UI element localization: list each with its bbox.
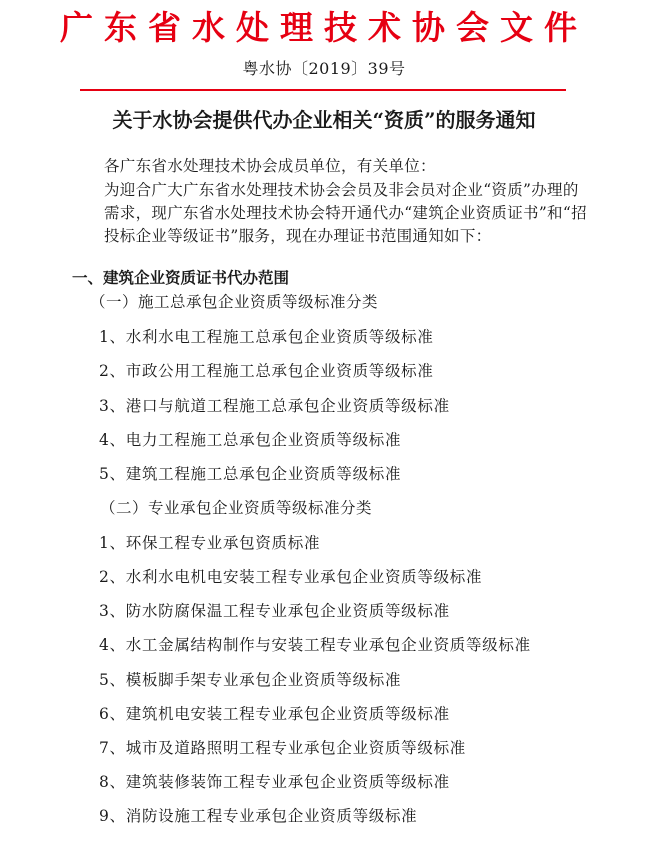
section-heading: 一、建筑企业资质证书代办范围 [72, 268, 290, 287]
list-item: 3、防水防腐保温工程专业承包企业资质等级标准 [99, 602, 450, 620]
red-divider-line [80, 89, 566, 91]
list-item: 7、城市及道路照明工程专业承包企业资质等级标准 [99, 739, 466, 757]
list-item: 1、环保工程专业承包资质标准 [99, 534, 321, 552]
list-item: 6、建筑机电安装工程专业承包企业资质等级标准 [99, 705, 450, 723]
list-item: 4、水工金属结构制作与安装工程专业承包企业资质等级标准 [99, 636, 531, 654]
list-item: 9、消防设施工程专业承包企业资质等级标准 [99, 807, 418, 825]
list-item: 3、港口与航道工程施工总承包企业资质等级标准 [99, 397, 450, 415]
notice-title: 关于水协会提供代办企业相关“资质”的服务通知 [112, 108, 536, 132]
body-line: 投标企业等级证书”服务，现在办理证书范围通知如下： [104, 227, 492, 245]
list-item: 4、电力工程施工总承包企业资质等级标准 [99, 431, 402, 449]
list-item: 2、市政公用工程施工总承包企业资质等级标准 [99, 362, 434, 380]
body-line: 为迎合广大广东省水处理技术协会会员及非会员对企业“资质”办理的 [104, 181, 579, 199]
document-number: 粤水协〔2019〕39号 [242, 59, 406, 78]
subsection-heading: （二）专业承包企业资质等级标准分类 [100, 499, 373, 517]
list-item: 5、模板脚手架专业承包企业资质等级标准 [99, 671, 402, 689]
list-item: 2、水利水电机电安装工程专业承包企业资质等级标准 [99, 568, 483, 586]
list-item: 8、建筑装修装饰工程专业承包企业资质等级标准 [99, 773, 450, 791]
list-item: 1、水利水电工程施工总承包企业资质等级标准 [99, 328, 434, 346]
list-item: 5、建筑工程施工总承包企业资质等级标准 [99, 465, 402, 483]
body-line: 需求，现广东省水处理技术协会特开通代办“建筑企业资质证书”和“招 [104, 204, 587, 222]
subsection-heading: （一）施工总承包企业资质等级标准分类 [90, 293, 379, 311]
document-header-title: 广东省水处理技术协会文件 [60, 8, 588, 47]
salutation: 各广东省水处理技术协会成员单位，有关单位： [104, 157, 436, 175]
